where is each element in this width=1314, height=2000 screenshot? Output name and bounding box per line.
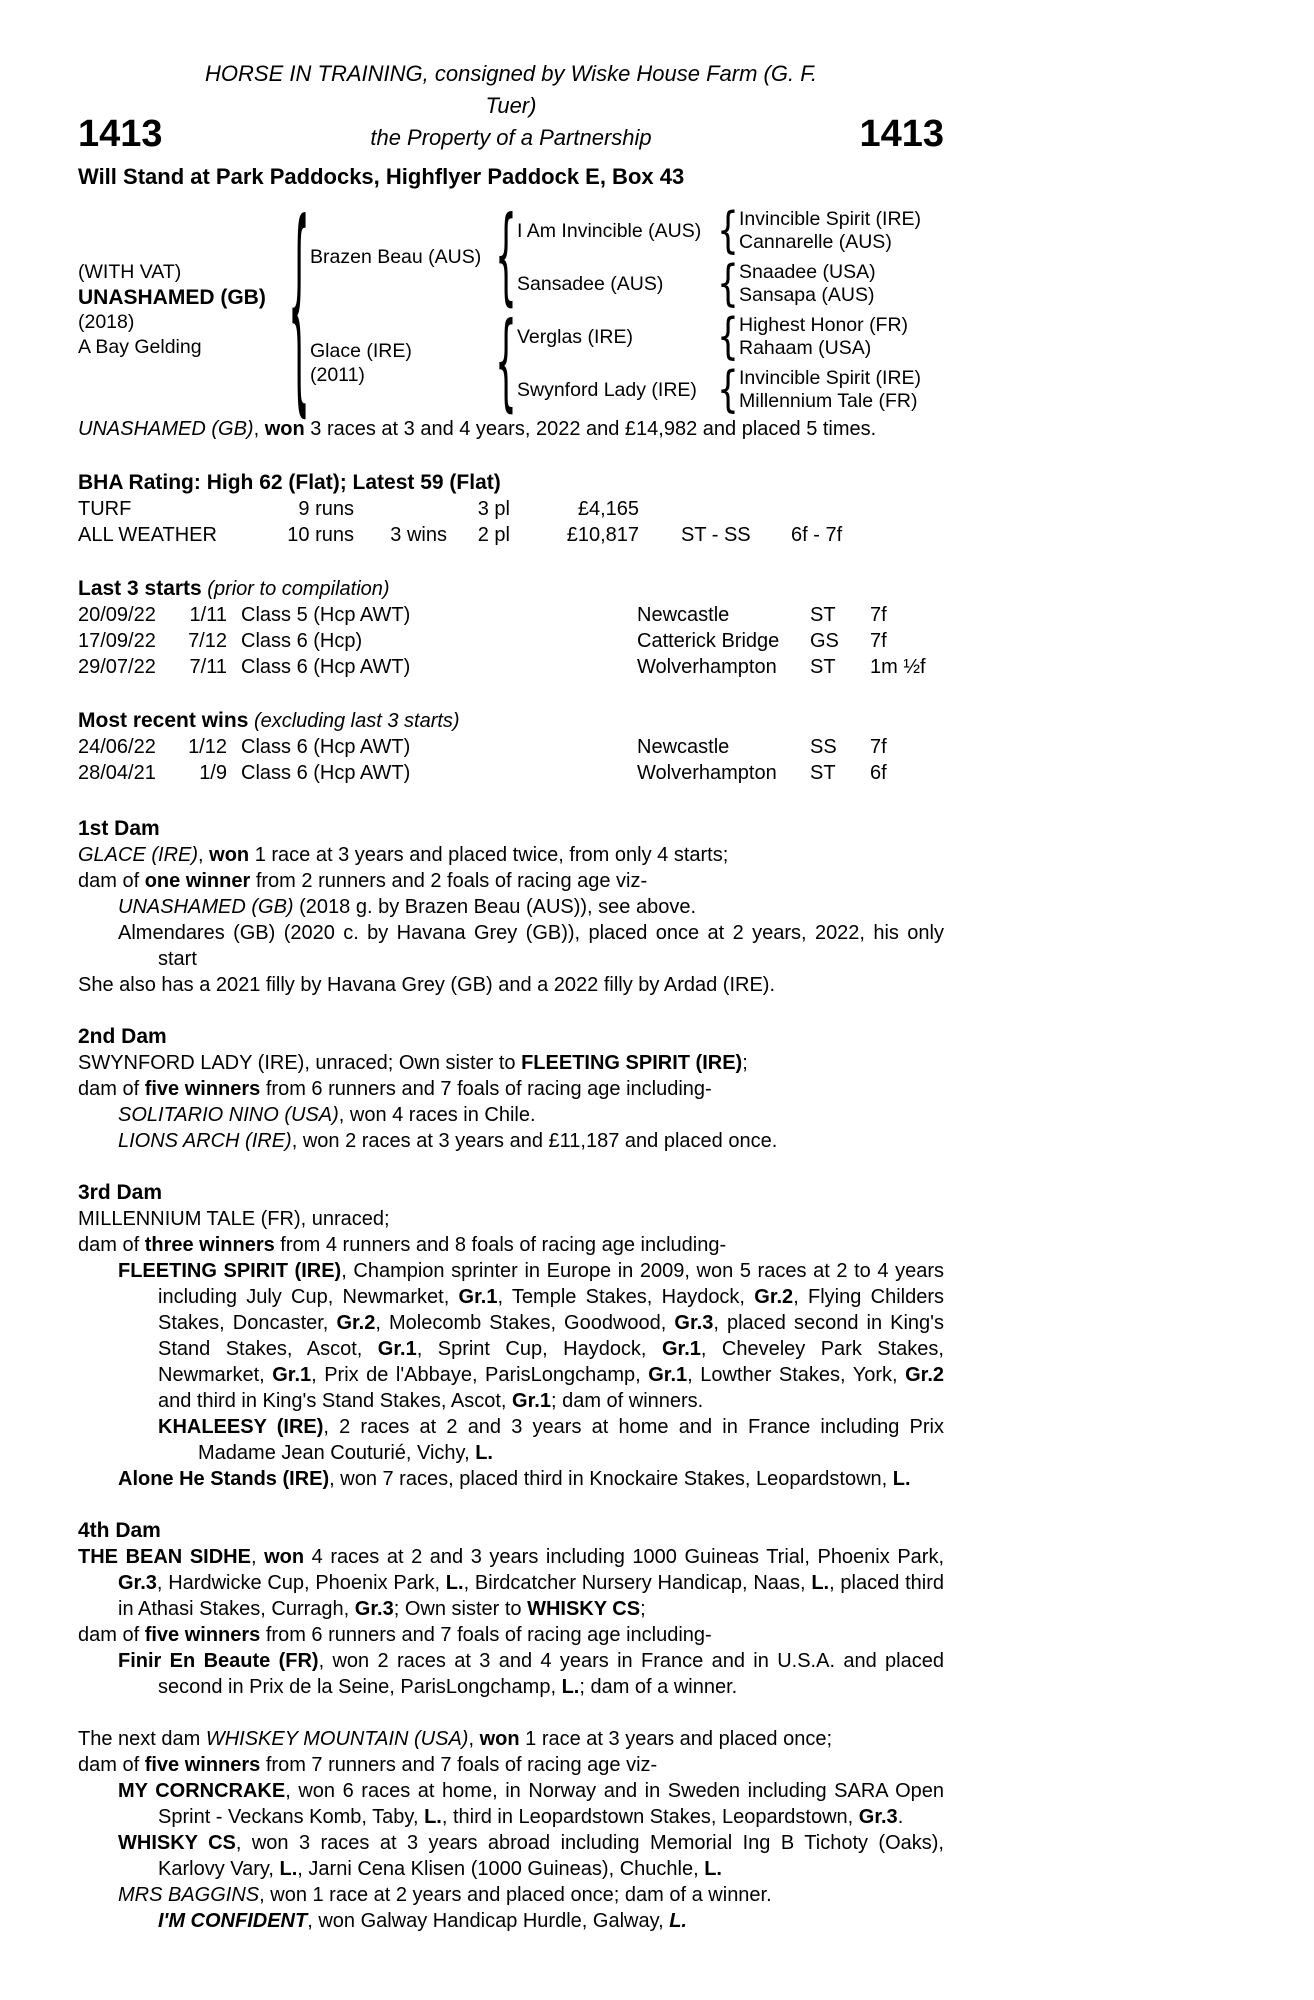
table-cell: 20/09/22 xyxy=(78,604,156,626)
text-run: Gr.3 xyxy=(858,1806,898,1828)
subject-description: A Bay Gelding xyxy=(78,336,202,358)
last-starts-note: (prior to compilation) xyxy=(207,578,390,600)
text-run: , third in Leopardstown Stakes, Leopardstown, xyxy=(441,1806,859,1828)
sire-parents xyxy=(517,204,921,310)
sire-name: Brazen Beau (AUS) xyxy=(310,246,482,268)
text-run: , Jarni Cena Klisen (1000 Guineas), Chuchle, xyxy=(297,1858,705,1880)
text-run: The next dam xyxy=(78,1728,206,1750)
table-cell: 7f xyxy=(870,736,887,758)
text-run: , won 6 races at home, in Norway and in Sweden including SARA Open Sprint - Veckans Komb, Taby, xyxy=(158,1780,944,1828)
dam-dam-parents xyxy=(739,367,921,413)
text-run: Gr.2 xyxy=(754,1286,794,1308)
text-run: from 6 runners and 7 foals of racing age including- xyxy=(260,1624,712,1646)
table-cell xyxy=(639,496,791,522)
pedigree-paragraph xyxy=(78,1882,944,1908)
text-run: (2018 g. by Brazen Beau (AUS)), see above. xyxy=(293,896,697,918)
text-run: dam of xyxy=(78,870,145,892)
sire-branch xyxy=(310,204,921,310)
text-run: L. xyxy=(279,1858,298,1880)
dam-branch xyxy=(310,310,921,416)
section-spacer xyxy=(78,1700,944,1726)
subject-year: (2018) xyxy=(78,311,135,333)
text-run: ; dam of a winner. xyxy=(579,1676,738,1698)
table-cell: Class 5 (Hcp AWT) xyxy=(241,604,411,626)
text-run: 1 race at 3 years and placed once; xyxy=(519,1728,832,1750)
text-run: MRS BAGGINS xyxy=(118,1884,260,1906)
text-run: , Sprint Cup, Haydock, xyxy=(416,1338,662,1360)
sire-sire-branch xyxy=(517,204,921,257)
dam-parents xyxy=(517,310,921,416)
recent-wins-table xyxy=(78,734,944,786)
pedigree-paragraph xyxy=(78,920,944,972)
text-run: five winners xyxy=(144,1754,261,1776)
dam-year: (2011) xyxy=(310,364,365,386)
text-run: . xyxy=(897,1806,904,1828)
text-run: and third in King's Stand Stakes, Ascot, xyxy=(158,1390,513,1412)
recent-wins-block xyxy=(78,708,944,786)
text-run: 4 races at 2 and 3 years including 1000 Guineas Trial, Phoenix Park, xyxy=(304,1546,945,1568)
table-cell: ALL WEATHER xyxy=(78,524,217,546)
recent-wins-note: (excluding last 3 starts) xyxy=(253,710,460,732)
dam-heading: 4th Dam xyxy=(78,1519,161,1542)
pedigree-tree xyxy=(78,204,944,416)
text-run: , won 1 race at 2 years and placed once; dam of a winner. xyxy=(259,1884,772,1906)
text-run: Gr.1 xyxy=(648,1364,688,1386)
dam-heading: 3rd Dam xyxy=(78,1181,163,1204)
bha-rating-heading: BHA Rating: High 62 (Flat); Latest 59 (Flat) xyxy=(78,471,501,494)
ancestor-name: Sansapa (AUS) xyxy=(739,283,875,306)
text-run: , placed third in Athasi Stakes, Curragh, xyxy=(118,1572,945,1620)
text-run: , xyxy=(468,1728,480,1750)
table-cell: 7f xyxy=(870,604,887,626)
last-starts-block xyxy=(78,576,944,680)
text-run: WHISKEY MOUNTAIN (USA) xyxy=(205,1728,469,1750)
pedigree-paragraph xyxy=(78,894,944,920)
table-row xyxy=(78,734,944,760)
table-cell: ST xyxy=(810,656,836,678)
pedigree-paragraph xyxy=(78,868,944,894)
table-cell: 10 runs xyxy=(287,524,354,546)
text-run: won xyxy=(264,418,305,440)
table-cell: 1/12 xyxy=(188,736,227,758)
text-run: dam of xyxy=(78,1078,145,1100)
text-run: , Hardwicke Cup, Phoenix Park, xyxy=(156,1572,446,1594)
table-cell: 28/04/21 xyxy=(78,762,156,784)
table-cell: 1m ½f xyxy=(870,656,926,678)
text-run: won xyxy=(264,1546,305,1568)
table-cell: 3 wins xyxy=(390,524,447,546)
pedigree-brace-icon xyxy=(495,240,517,274)
dam-name-block xyxy=(310,339,495,387)
pedigree-brace-icon xyxy=(495,346,517,380)
table-cell: Class 6 (Hcp) xyxy=(241,630,363,652)
sire-dam-branch xyxy=(517,257,921,310)
table-row xyxy=(78,760,944,786)
table-cell: Wolverhampton xyxy=(637,762,777,784)
pedigree-paragraph xyxy=(78,1076,944,1102)
text-run: GLACE (IRE) xyxy=(78,844,199,866)
table-cell: £4,165 xyxy=(577,498,639,520)
ancestor-name: Highest Honor (FR) xyxy=(739,313,909,336)
table-row xyxy=(78,654,944,680)
text-run: UNASHAMED (GB) xyxy=(78,418,254,440)
pedigree-paragraph xyxy=(78,1258,944,1414)
table-cell: Newcastle xyxy=(637,604,730,626)
text-run: , won 2 races at 3 years and £11,187 and placed once. xyxy=(291,1130,778,1152)
pedigree-paragraph xyxy=(78,1544,944,1622)
pedigree-brace-icon xyxy=(288,293,310,327)
text-run: Gr.1 xyxy=(458,1286,498,1308)
text-run: , won 7 races, placed third in Knockaire Stakes, Leopardstown, xyxy=(329,1468,893,1490)
pedigree-paragraph xyxy=(78,1726,944,1752)
table-cell: ST xyxy=(810,762,836,784)
text-run: , won 3 races at 3 years abroad including Memorial Ing B Tichoty (Oaks), Karlovy Vary, xyxy=(158,1832,944,1880)
text-run: WHISKY CS xyxy=(527,1598,641,1620)
sire-dam-name: Sansadee (AUS) xyxy=(517,272,664,295)
text-run: five winners xyxy=(144,1078,261,1100)
ancestor-name: Invincible Spirit (IRE) xyxy=(739,366,922,389)
text-run: Gr.1 xyxy=(512,1390,551,1412)
table-cell: SS xyxy=(810,736,837,758)
text-run: Gr.3 xyxy=(354,1598,394,1620)
dam-sire-parents xyxy=(739,314,908,360)
page-header xyxy=(78,58,944,154)
table-row xyxy=(78,628,944,654)
text-run: She also has a 2021 filly by Havana Grey (GB) and a 2022 filly by Ardad (IRE). xyxy=(78,974,776,996)
text-run: Finir En Beaute (FR) xyxy=(118,1650,319,1672)
text-run: , 2 races at 2 and 3 years at home and in France including Prix Madame Jean Couturié, Vichy, xyxy=(198,1416,944,1464)
text-run: , won 2 races at 3 and 4 years in France and in U.S.A. and placed second in Prix de la Seine, ParisLongchamp, xyxy=(158,1650,944,1698)
text-run: , Lowther Stakes, York, xyxy=(687,1364,906,1386)
property-line: the Property of a Partnership xyxy=(370,125,652,150)
text-run: Gr.3 xyxy=(674,1312,714,1334)
ancestor-name: Millennium Tale (FR) xyxy=(739,389,918,412)
pedigree-brace-icon xyxy=(717,373,739,407)
text-run: L. xyxy=(811,1572,830,1594)
pedigree-paragraph xyxy=(78,1908,944,1934)
table-cell: Catterick Bridge xyxy=(637,630,780,652)
table-cell: 2 pl xyxy=(477,524,510,546)
text-run: five winners xyxy=(144,1624,261,1646)
ancestor-name: Snaadee (USA) xyxy=(739,260,876,283)
text-run: L. xyxy=(561,1676,580,1698)
text-run: L. xyxy=(892,1468,911,1490)
text-run: , xyxy=(253,418,265,440)
table-cell: Class 6 (Hcp AWT) xyxy=(241,736,411,758)
table-cell: 9 runs xyxy=(298,498,354,520)
text-run: won xyxy=(209,844,250,866)
table-cell: ST xyxy=(810,604,836,626)
text-run: Gr.2 xyxy=(336,1312,376,1334)
table-cell: 7/11 xyxy=(189,656,227,678)
text-run: Alone He Stands (IRE) xyxy=(118,1468,330,1490)
ancestor-name: Cannarelle (AUS) xyxy=(739,230,892,253)
text-run: , Champion sprinter in Europe in 2009, won 5 races at 2 to 4 years including July Cup, Newmarket, xyxy=(158,1260,944,1308)
text-run: Almendares (GB) (2020 c. by Havana Grey (GB)), placed once at 2 years, 2022, his only start xyxy=(118,922,944,970)
table-cell: ST - SS xyxy=(681,524,751,546)
table-cell: TURF xyxy=(78,498,132,520)
pedigree-paragraph xyxy=(78,1206,944,1232)
text-run: dam of xyxy=(78,1754,145,1776)
text-run: ; Own sister to xyxy=(393,1598,528,1620)
text-run: THE BEAN SIDHE xyxy=(78,1546,251,1568)
table-row xyxy=(78,522,944,548)
text-run: , placed second in King's Stand Stakes, Ascot, xyxy=(158,1312,944,1360)
dam-sections xyxy=(78,816,944,1934)
dam-dam-name: Swynford Lady (IRE) xyxy=(517,378,697,401)
pedigree-brace-icon xyxy=(717,320,739,354)
dam-sire-branch xyxy=(517,310,921,363)
text-run: , Temple Stakes, Haydock, xyxy=(497,1286,755,1308)
text-run: 1 race at 3 years and placed twice, from only 4 starts; xyxy=(249,844,729,866)
consignor-line: HORSE IN TRAINING, consigned by Wiske House Farm (G. F. Tuer) xyxy=(205,61,817,118)
table-cell: 7/12 xyxy=(188,630,227,652)
stand-location-line: Will Stand at Park Paddocks, Highflyer Paddock E, Box 43 xyxy=(78,164,685,189)
text-run: UNASHAMED (GB) xyxy=(118,896,294,918)
table-cell: GS xyxy=(810,630,839,652)
text-run: MY CORNCRAKE xyxy=(118,1780,286,1802)
table-cell: 6f - 7f xyxy=(791,524,843,546)
text-run: 3 races at 3 and 4 years, 2022 and £14,982 and placed 5 times. xyxy=(304,418,877,440)
dam-name: Glace (IRE) xyxy=(310,340,412,362)
pedigree-paragraph xyxy=(78,1050,944,1076)
table-cell: Newcastle xyxy=(637,736,730,758)
subject-name: UNASHAMED (GB) xyxy=(78,286,266,309)
dam-heading: 2nd Dam xyxy=(78,1025,167,1048)
pedigree-brace-icon xyxy=(717,214,739,248)
text-run: , won 4 races in Chile. xyxy=(338,1104,536,1126)
text-run: Gr.3 xyxy=(118,1572,157,1594)
text-run: from 7 runners and 7 foals of racing age viz- xyxy=(260,1754,658,1776)
text-run: , Cheveley Park Stakes, Newmarket, xyxy=(158,1338,944,1386)
pedigree-paragraph xyxy=(78,1128,944,1154)
text-run: FLEETING SPIRIT (IRE) xyxy=(521,1052,743,1074)
sire-sire-parents xyxy=(739,208,921,254)
dam-sire-name: Verglas (IRE) xyxy=(517,325,633,348)
recent-wins-title: Most recent wins xyxy=(78,709,249,732)
text-run: , Molecomb Stakes, Goodwood, xyxy=(375,1312,675,1334)
text-run: from 4 runners and 8 foals of racing age including- xyxy=(274,1234,727,1256)
table-cell: 17/09/22 xyxy=(78,630,156,652)
text-run: ; xyxy=(640,1598,646,1620)
text-run: won xyxy=(479,1728,520,1750)
table-cell: 6f xyxy=(870,762,887,784)
text-run: Gr.2 xyxy=(905,1364,944,1386)
text-run: LIONS ARCH (IRE) xyxy=(118,1130,292,1152)
table-cell xyxy=(354,496,447,522)
ancestor-name: Invincible Spirit (IRE) xyxy=(739,207,922,230)
ancestor-name: Rahaam (USA) xyxy=(739,336,872,359)
text-run: dam of xyxy=(78,1624,145,1646)
table-cell: Class 6 (Hcp AWT) xyxy=(241,762,411,784)
text-run: , Birdcatcher Nursery Handicap, Naas, xyxy=(463,1572,812,1594)
table-cell: 7f xyxy=(870,630,887,652)
last-starts-heading xyxy=(78,576,944,602)
table-row xyxy=(78,602,944,628)
dam-dam-branch xyxy=(517,363,921,416)
text-run: , Prix de l'Abbaye, ParisLongchamp, xyxy=(311,1364,649,1386)
text-run: L. xyxy=(704,1858,722,1880)
text-run: L. xyxy=(424,1806,442,1828)
table-cell: Class 6 (Hcp AWT) xyxy=(241,656,411,678)
text-run: ; xyxy=(742,1052,748,1074)
pedigree-paragraph xyxy=(78,1830,944,1882)
pedigree-paragraph xyxy=(78,1102,944,1128)
pedigree-brace-icon xyxy=(717,267,739,301)
text-run: L. xyxy=(669,1910,687,1932)
table-cell: 1/9 xyxy=(199,762,227,784)
pedigree-paragraph xyxy=(78,1466,944,1492)
pedigree-paragraph xyxy=(78,1232,944,1258)
page-content xyxy=(78,58,944,1934)
pedigree-subject xyxy=(78,260,288,360)
consignor-block xyxy=(198,58,824,154)
lot-number-left: 1413 xyxy=(78,113,163,155)
text-run: L. xyxy=(475,1442,493,1464)
pedigree-paragraph xyxy=(78,1752,944,1778)
recent-wins-heading xyxy=(78,708,944,734)
text-run: ; dam of winners. xyxy=(550,1390,704,1412)
table-row xyxy=(78,496,944,522)
text-run: , Flying Childers Stakes, Doncaster, xyxy=(158,1286,944,1334)
dam-heading: 1st Dam xyxy=(78,817,160,840)
vat-note: (WITH VAT) xyxy=(78,261,182,283)
text-run: three winners xyxy=(144,1234,275,1256)
table-cell: 24/06/22 xyxy=(78,736,156,758)
text-run: I'M CONFIDENT xyxy=(158,1910,308,1932)
surface-stats-table xyxy=(78,496,944,548)
text-run: SWYNFORD LADY (IRE), unraced; Own sister to xyxy=(78,1052,522,1074)
text-run: KHALEESY (IRE) xyxy=(158,1416,324,1438)
table-cell: 1/11 xyxy=(189,604,227,626)
sire-sire-name: I Am Invincible (AUS) xyxy=(517,219,702,242)
text-run: SOLITARIO NINO (USA) xyxy=(118,1104,339,1126)
text-run: dam of xyxy=(78,1234,145,1256)
pedigree-paragraph xyxy=(78,972,944,998)
pedigree-paragraph xyxy=(78,1414,944,1466)
pedigree-paragraph xyxy=(78,1648,944,1700)
text-run: L. xyxy=(445,1572,464,1594)
table-cell: Wolverhampton xyxy=(637,656,777,678)
text-run: , xyxy=(198,844,210,866)
text-run: FLEETING SPIRIT (IRE) xyxy=(118,1260,342,1282)
last-starts-title: Last 3 starts xyxy=(78,577,202,600)
text-run: , xyxy=(250,1546,265,1568)
text-run: MILLENNIUM TALE (FR), unraced; xyxy=(78,1208,390,1230)
text-run: Gr.1 xyxy=(377,1338,417,1360)
bha-rating-block xyxy=(78,470,944,548)
last-starts-table xyxy=(78,602,944,680)
table-cell: 3 pl xyxy=(477,498,510,520)
table-cell xyxy=(791,496,944,522)
pedigree-paragraph xyxy=(78,842,944,868)
pedigree-paragraph xyxy=(78,1622,944,1648)
text-run: one winner xyxy=(144,870,251,892)
pedigree-paragraph xyxy=(78,1778,944,1830)
lot-number-right: 1413 xyxy=(859,113,944,155)
text-run: from 2 runners and 2 foals of racing age viz- xyxy=(250,870,648,892)
text-run: Gr.1 xyxy=(272,1364,312,1386)
text-run: , won Galway Handicap Hurdle, Galway, xyxy=(307,1910,670,1932)
table-cell: 29/07/22 xyxy=(78,656,156,678)
sire-dam-parents xyxy=(739,261,876,307)
text-run: WHISKY CS xyxy=(118,1832,236,1854)
text-run: Gr.1 xyxy=(661,1338,701,1360)
pedigree-generation2 xyxy=(310,204,921,416)
text-run: from 6 runners and 7 foals of racing age including- xyxy=(260,1078,712,1100)
table-cell: £10,817 xyxy=(566,524,639,546)
